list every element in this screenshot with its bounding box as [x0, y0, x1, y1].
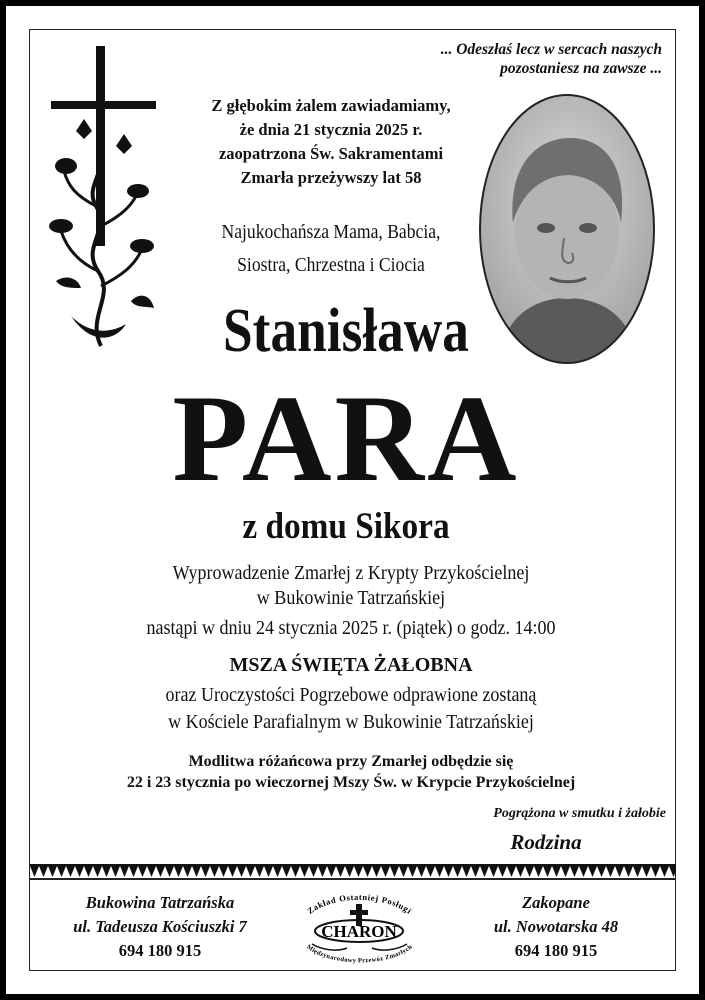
family-signature: Rodzina: [510, 830, 582, 854]
footer-left-address: [30, 891, 290, 963]
deceased-first-name: Stanisława: [223, 297, 469, 365]
exposition-line-3: nastąpi w dniu 24 stycznia 2025 r. (piątek) o godz. 14:00: [146, 617, 556, 639]
motto-line-1: ... Odeszłaś lecz w sercach naszych: [440, 41, 662, 58]
footer-right-phone: 694 180 915: [514, 941, 598, 960]
prayer-line-1: Modlitwa różańcowa przy Zmarłej odbędzie się: [188, 753, 514, 770]
exposition-line-2: w Bukowinie Tatrzańskiej: [256, 587, 446, 609]
footer-right-street: ul. Nowotarska 48: [493, 917, 619, 936]
obituary-sheet: [6, 6, 699, 994]
svg-text:Międzynarodowy Przewóz Zmarłyc: [305, 944, 414, 964]
footer-left-town: Bukowina Tatrzańska: [85, 893, 235, 912]
sorrow-text: Pogrążona w smutku i żałobie: [493, 806, 666, 821]
logo-name: CHARON: [321, 922, 397, 941]
relation-text: [203, 216, 458, 282]
intro-line-2: że dnia 21 stycznia 2025 r.: [239, 120, 423, 139]
prayer-line-2: 22 i 23 stycznia po wieczornej Mszy Św. w Krypcie Przykościelnej: [126, 774, 576, 791]
intro-line-4: Zmarła przeżywszy lat 58: [240, 168, 422, 187]
intro-line-1: Z głębokim żalem zawiadamiamy,: [211, 96, 451, 115]
motto-line-2: pozostaniesz na zawsze ...: [500, 60, 662, 77]
funeral-line-1: oraz Uroczystości Pogrzebowe odprawione zostaną: [165, 684, 537, 706]
footer-left-phone: 694 180 915: [118, 941, 202, 960]
cross-with-lilies-icon: [46, 46, 161, 351]
logo-top-text: Zakład Ostatniej Posługi: [305, 891, 415, 916]
footer-right-address: [426, 891, 686, 963]
mass-title: MSZA ŚWIĘTA ŻAŁOBNA: [229, 654, 473, 676]
footer-divider: [30, 878, 676, 880]
deceased-maiden-name: z domu Sikora: [242, 506, 450, 547]
announcement-intro: [186, 94, 476, 190]
relation-line-1: Najukochańsza Mama, Babcia,: [221, 221, 441, 243]
intro-line-3: zaopatrzona Św. Sakramentami: [218, 144, 444, 163]
motto: [366, 40, 662, 78]
deceased-surname: PARA: [172, 370, 520, 507]
relation-line-2: Siostra, Chrzestna i Ciocia: [237, 254, 425, 276]
charon-logo: [282, 886, 437, 964]
footer-left-street: ul. Tadeusza Kościuszki 7: [73, 917, 247, 936]
logo-bottom-text: Międzynarodowy Przewóz Zmarłych: [305, 943, 414, 964]
decorative-zigzag-divider: [30, 864, 676, 878]
funeral-line-2: w Kościele Parafialnym w Bukowinie Tatrzańskiej: [168, 711, 534, 733]
footer-right-town: Zakopane: [522, 893, 590, 912]
exposition-line-1: Wyprowadzenie Zmarłej z Krypty Przykościelnej: [172, 562, 530, 584]
